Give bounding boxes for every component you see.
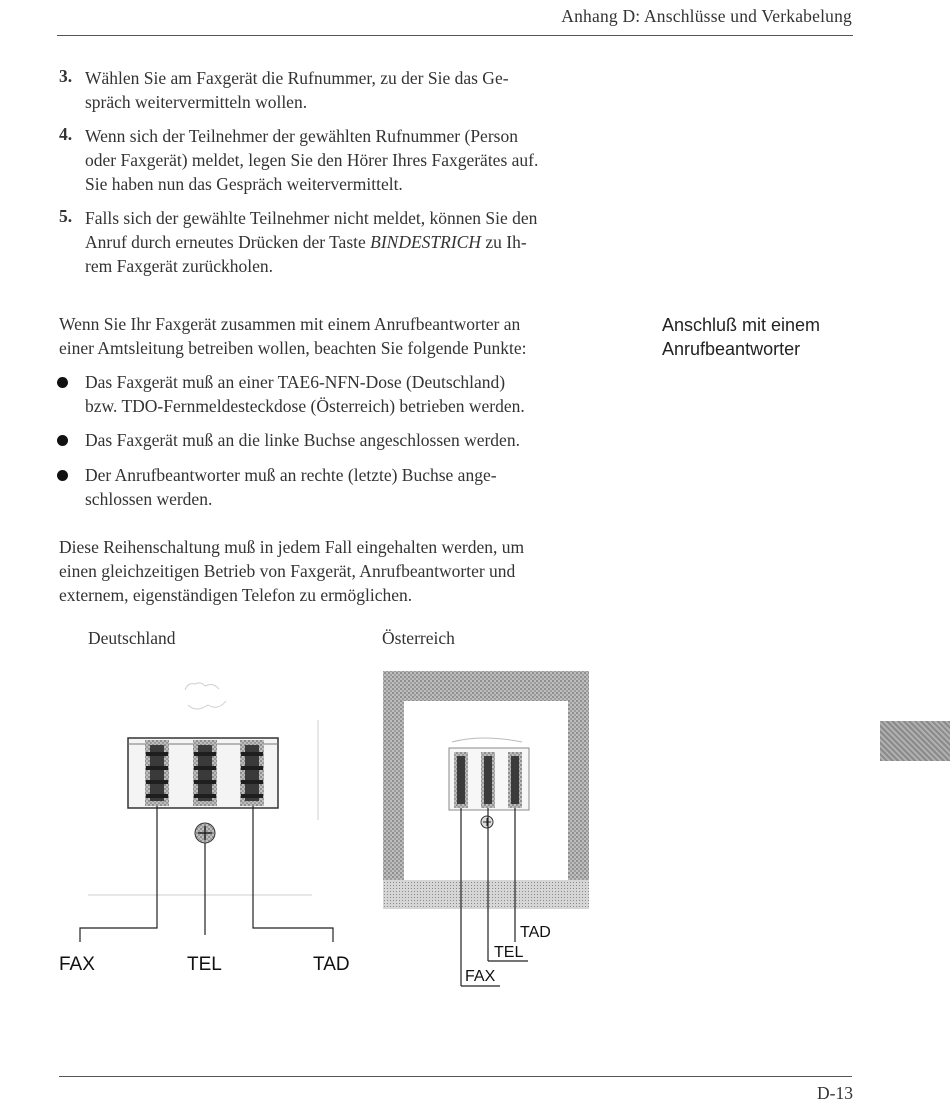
- germany-jack-fax: [145, 740, 169, 806]
- step-3-number: 3.: [59, 66, 73, 86]
- germany-label-tad: TAD: [313, 954, 350, 975]
- step-3-line: spräch weitervermitteln wollen.: [85, 92, 308, 112]
- germany-label-fax: FAX: [59, 954, 95, 975]
- step-5-line: rem Faxgerät zurückholen.: [85, 256, 274, 276]
- austria-label-fax: FAX: [465, 968, 496, 985]
- closing-line: Diese Reihenschaltung muß in jedem Fall eingehalten werden, um: [59, 537, 525, 557]
- bullet-line: Der Anrufbeantworter muß an rechte (letzte) Buchse ange-: [85, 465, 497, 485]
- bullet-line: Das Faxgerät muß an einer TAE6-NFN-Dose (Deutschland): [85, 372, 506, 392]
- step-4-line: oder Faxgerät) meldet, legen Sie den Hörer Ihres Faxgerätes auf.: [85, 150, 539, 170]
- bullet-line: Das Faxgerät muß an die linke Buchse angeschlossen werden.: [85, 430, 520, 450]
- austria-socket-jacks: [449, 748, 529, 810]
- page-number: D-13: [817, 1083, 853, 1103]
- bullet-line: bzw. TDO-Fernmeldesteckdose (Österreich) betrieben werden.: [85, 396, 525, 416]
- germany-jack-tel: [193, 740, 217, 806]
- bullet-line: schlossen werden.: [85, 489, 213, 509]
- sidebar-heading-line: Anschluß mit einem: [662, 315, 821, 335]
- step-4-line: Sie haben nun das Gespräch weitervermittelt.: [85, 174, 403, 194]
- figure-caption-germany: Deutschland: [88, 628, 176, 648]
- chapter-thumb-tab: [880, 721, 950, 761]
- intro-line: Wenn Sie Ihr Faxgerät zusammen mit einem Anrufbeantworter an: [59, 314, 521, 334]
- step-5-line-post: zu Ih-: [480, 232, 527, 252]
- germany-label-tel: TEL: [187, 954, 222, 975]
- key-name-bindestrich: BINDESTRICH: [370, 232, 481, 252]
- footer-rule: [59, 1076, 852, 1077]
- step-4-line: Wenn sich der Teilnehmer der gewählten Rufnummer (Person: [85, 126, 518, 146]
- closing-line: einen gleichzeitigen Betrieb von Faxgerät, Anrufbeantworter und: [59, 561, 516, 581]
- intro-line: einer Amtsleitung betreiben wollen, beachten Sie folgende Punkte:: [59, 338, 527, 358]
- running-header: Anhang D: Anschlüsse und Verkabelung: [561, 6, 852, 26]
- closing-line: externem, eigenständigen Telefon zu ermöglichen.: [59, 585, 413, 605]
- step-4-number: 4.: [59, 124, 73, 144]
- austria-label-tel: TEL: [494, 944, 524, 961]
- step-5-line: Falls sich der gewählte Teilnehmer nicht meldet, können Sie den: [85, 208, 538, 228]
- step-5-line-pre: Anruf durch erneutes Drücken der Taste: [85, 232, 371, 252]
- austria-label-tad: TAD: [520, 924, 551, 941]
- germany-jack-tad: [240, 740, 264, 806]
- sidebar-heading-line: Anrufbeantworter: [662, 339, 801, 359]
- step-3-line: Wählen Sie am Faxgerät die Rufnummer, zu der Sie das Ge-: [85, 68, 509, 88]
- step-5-number: 5.: [59, 206, 73, 226]
- figure-caption-austria: Österreich: [382, 628, 455, 648]
